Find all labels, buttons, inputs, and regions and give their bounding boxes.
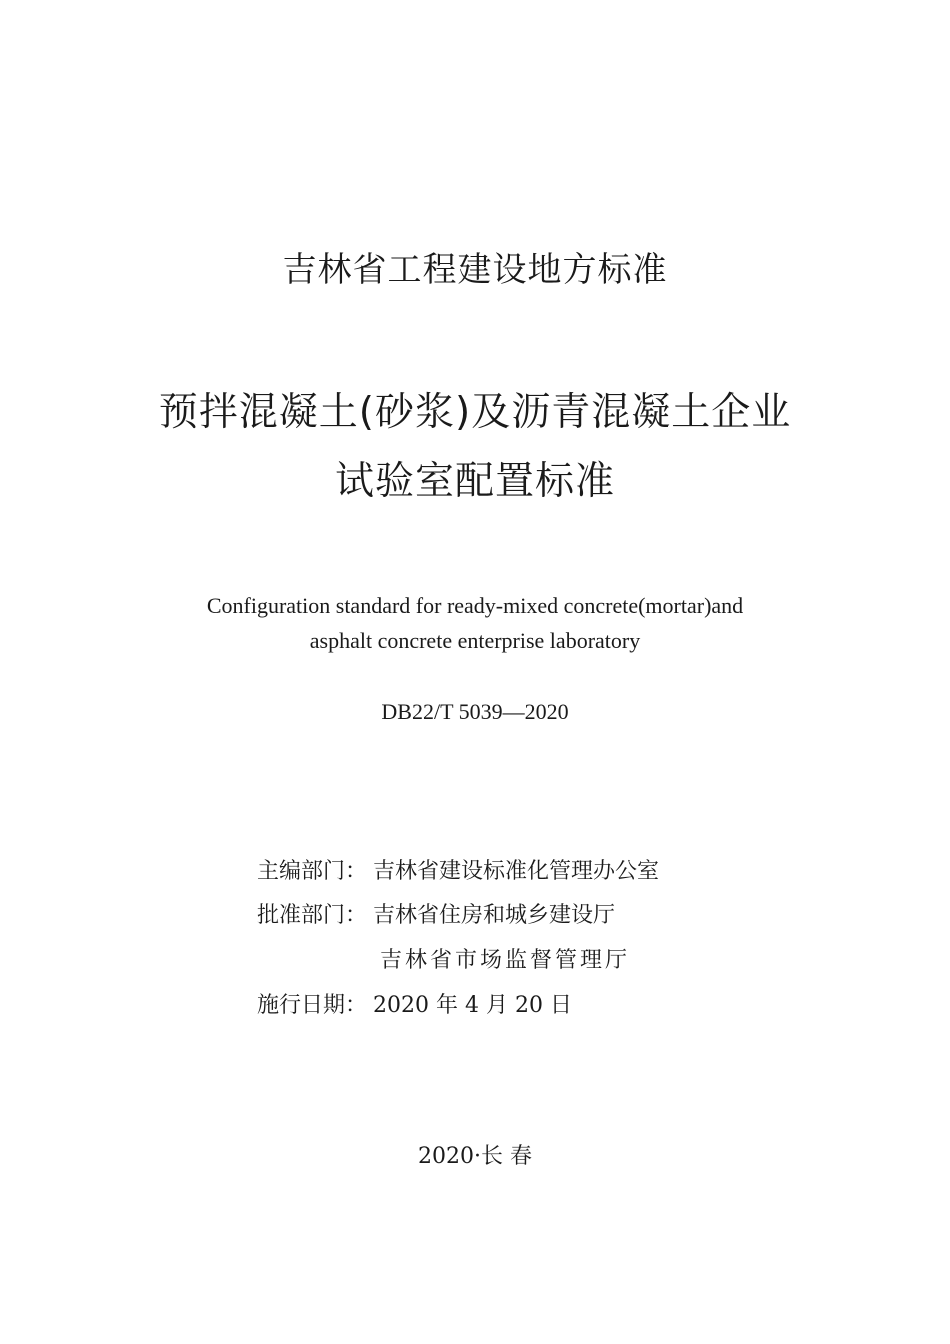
- document-title-line-1: 预拌混凝土(砂浆)及沥青混凝土企业: [158, 390, 792, 435]
- document-title-line-2: 试验室配置标准: [334, 459, 615, 504]
- approver-department-label: 批准部门：: [257, 903, 368, 928]
- editor-department-value: 吉林省建设标准化管理办公室: [373, 859, 660, 884]
- publication-place-year: 2020·长 春: [418, 1144, 532, 1169]
- editor-department-row: [257, 856, 659, 888]
- effective-date-value: 2020 年 4 月 20 日: [373, 993, 572, 1018]
- english-title-line-1: Configuration standard for ready-mixed concrete(mortar)and: [206, 593, 744, 618]
- effective-date-label: 施行日期：: [257, 993, 368, 1018]
- editor-department-label: 主编部门：: [257, 859, 368, 884]
- series-title: 吉林省工程建设地方标准: [282, 250, 668, 290]
- standard-code: DB22/T 5039—2020: [381, 699, 569, 724]
- approver-department-value-2: 吉林省市场监督管理厅: [380, 948, 631, 973]
- approver-department-value-1: 吉林省住房和城乡建设厅: [373, 903, 616, 928]
- approver-department-row: [257, 900, 615, 932]
- effective-date-row: [257, 990, 572, 1022]
- english-title-line-2: asphalt concrete enterprise laboratory: [309, 628, 641, 653]
